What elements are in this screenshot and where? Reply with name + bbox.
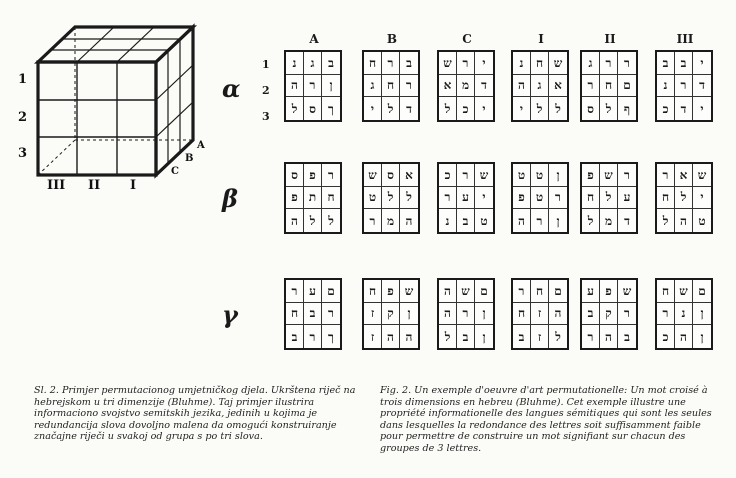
letter-cell: ם bbox=[549, 280, 567, 303]
letter-grid-gamma-5 bbox=[580, 278, 638, 350]
letter-grid-alpha-3 bbox=[437, 50, 495, 122]
letter-grid-beta-5 bbox=[580, 162, 638, 234]
letter-cell: ח bbox=[582, 187, 600, 210]
letter-cell: ר bbox=[657, 164, 675, 187]
letter-grid-gamma-6 bbox=[655, 278, 713, 350]
letter-cell: י bbox=[513, 97, 531, 120]
letter-cell: ס bbox=[382, 164, 400, 187]
col-header-b: B bbox=[386, 32, 398, 46]
letter-cell: ח bbox=[322, 187, 340, 210]
letter-cell: ש bbox=[600, 164, 618, 187]
letter-cell: א bbox=[400, 164, 418, 187]
letter-cell: ר bbox=[618, 52, 636, 75]
letter-cell: ך bbox=[328, 101, 334, 116]
letter-grid-alpha-2 bbox=[362, 50, 420, 122]
letter-cell: נ bbox=[513, 52, 531, 75]
letter-cell: ד bbox=[675, 97, 693, 120]
letter-cell: ד bbox=[475, 75, 493, 98]
cube-row-label-1: 1 bbox=[18, 72, 28, 87]
letter-cell: פ bbox=[304, 164, 322, 187]
letter-cell: ר bbox=[582, 75, 600, 98]
letter-cell: ט bbox=[364, 187, 382, 210]
letter-cell: ל bbox=[439, 325, 457, 348]
letter-cell: ב bbox=[513, 325, 531, 348]
letter-grid-beta-2 bbox=[362, 162, 420, 234]
row-label-2: 2 bbox=[262, 84, 270, 97]
cube-col-label-i: I bbox=[130, 178, 137, 193]
letter-cell: י bbox=[482, 101, 486, 116]
cube-col-label-ii: II bbox=[88, 178, 101, 193]
letter-cell: ד bbox=[624, 213, 630, 228]
letter-cell: ט bbox=[513, 164, 531, 187]
letter-cell: ה bbox=[286, 209, 304, 232]
letter-cell: ז bbox=[364, 325, 382, 348]
letter-cell: כ bbox=[439, 164, 457, 187]
letter-cell: ר bbox=[322, 303, 340, 326]
letter-cell: ב bbox=[657, 52, 675, 75]
letter-cell: ת bbox=[304, 187, 322, 210]
letter-cell: ר bbox=[531, 209, 549, 232]
letter-cell: ר bbox=[513, 280, 531, 303]
letter-grid-beta-3 bbox=[437, 162, 495, 234]
letter-cell: ה bbox=[675, 209, 693, 232]
letter-cell: מ bbox=[600, 209, 618, 232]
letter-cell: נ bbox=[675, 303, 693, 326]
letter-cell: כ bbox=[657, 325, 675, 348]
row-label-3: 3 bbox=[262, 110, 270, 123]
letter-cell: ל bbox=[531, 97, 549, 120]
letter-cell: כ bbox=[457, 97, 475, 120]
letter-cell: ה bbox=[600, 325, 618, 348]
letter-cell: ש bbox=[364, 164, 382, 187]
letter-cell: י bbox=[475, 187, 493, 210]
col-header-a: A bbox=[309, 32, 319, 46]
letter-cell: ה bbox=[675, 325, 693, 348]
letter-cell: ל bbox=[555, 101, 561, 116]
letter-cell: י bbox=[700, 101, 704, 116]
letter-cell: ם bbox=[322, 280, 340, 303]
letter-cell: נ bbox=[439, 209, 457, 232]
letter-cell: ר bbox=[618, 164, 636, 187]
letter-cell: ח bbox=[286, 303, 304, 326]
letter-cell: ח bbox=[531, 280, 549, 303]
cube-row-label-3: 3 bbox=[18, 146, 28, 161]
letter-cell: ב bbox=[457, 209, 475, 232]
letter-cell: ר bbox=[457, 303, 475, 326]
letter-cell: ש bbox=[475, 164, 493, 187]
cube-row-label-2: 2 bbox=[18, 110, 28, 125]
col-header-c: C bbox=[462, 32, 472, 46]
letter-cell: ם bbox=[618, 75, 636, 98]
cube-col-label-iii: III bbox=[47, 178, 66, 193]
letter-cell: פ bbox=[286, 187, 304, 210]
letter-cell: ן bbox=[482, 329, 486, 344]
letter-cell: ש bbox=[457, 280, 475, 303]
letter-cell: פ bbox=[382, 280, 400, 303]
letter-cell: ל bbox=[600, 97, 618, 120]
letter-cell: ג bbox=[531, 75, 549, 98]
letter-cell: ר bbox=[400, 75, 418, 98]
letter-cell: ר bbox=[286, 280, 304, 303]
letter-cell: ל bbox=[382, 97, 400, 120]
letter-cell: ס bbox=[286, 164, 304, 187]
cube-diagram bbox=[0, 0, 215, 200]
letter-cell: ס bbox=[304, 97, 322, 120]
letter-cell: ח bbox=[600, 75, 618, 98]
letter-cell: ל bbox=[600, 187, 618, 210]
letter-cell: ר bbox=[457, 52, 475, 75]
letter-cell: ג bbox=[304, 52, 322, 75]
caption-french: Fig. 2. Un exemple d'oeuvre d'art permutationelle: Un mot croisé à trois dimensions en hebreu (Bluhme). Cet exemple illustre une propriété informationelle des langues sémitiques qui sont les seules dans lesquelles la redondance des lettres soit suffisamment faible pour permettre de construire un mot signifiant sur chacun des groupes de 3 lettres. bbox=[380, 385, 712, 454]
letter-cell: ה bbox=[513, 209, 531, 232]
letter-cell: ל bbox=[382, 187, 400, 210]
letter-cell: ל bbox=[582, 209, 600, 232]
letter-cell: ן bbox=[400, 303, 418, 326]
letter-cell: ב bbox=[675, 52, 693, 75]
greek-label-gamma: γ bbox=[222, 300, 238, 329]
letter-grid-beta-6 bbox=[655, 162, 713, 234]
letter-cell: ח bbox=[364, 52, 382, 75]
letter-cell: ה bbox=[405, 213, 413, 228]
letter-cell: ע bbox=[582, 280, 600, 303]
letter-cell: ר bbox=[600, 52, 618, 75]
letter-grid-alpha-1 bbox=[284, 50, 342, 122]
letter-cell: ט bbox=[480, 213, 488, 228]
letter-cell: ש bbox=[675, 280, 693, 303]
letter-cell: ן bbox=[322, 75, 340, 98]
letter-cell: ה bbox=[405, 329, 413, 344]
letter-cell: י bbox=[475, 52, 493, 75]
letter-cell: ר bbox=[582, 325, 600, 348]
letter-cell: ה bbox=[439, 280, 457, 303]
letter-cell: ן bbox=[549, 164, 567, 187]
letter-cell: א bbox=[549, 75, 567, 98]
letter-cell: ש bbox=[400, 280, 418, 303]
letter-cell: ג bbox=[364, 75, 382, 98]
letter-cell: ט bbox=[698, 213, 706, 228]
letter-grid-gamma-4 bbox=[511, 278, 569, 350]
letter-grid-gamma-2 bbox=[362, 278, 420, 350]
letter-cell: ב bbox=[322, 52, 340, 75]
cube-depth-label-a: A bbox=[197, 140, 205, 151]
letter-cell: ש bbox=[439, 52, 457, 75]
letter-cell: ש bbox=[693, 164, 711, 187]
letter-cell: א bbox=[439, 75, 457, 98]
letter-cell: כ bbox=[657, 97, 675, 120]
letter-cell: ר bbox=[457, 164, 475, 187]
letter-cell: ב bbox=[286, 325, 304, 348]
letter-cell: י bbox=[693, 52, 711, 75]
col-header-ii: II bbox=[604, 32, 616, 46]
letter-cell: מ bbox=[457, 75, 475, 98]
letter-cell: ה bbox=[286, 75, 304, 98]
letter-cell: ה bbox=[549, 303, 567, 326]
letter-cell: ז bbox=[531, 303, 549, 326]
letter-cell: ר bbox=[304, 325, 322, 348]
letter-cell: ח bbox=[657, 280, 675, 303]
letter-cell: ז bbox=[531, 325, 549, 348]
letter-cell: נ bbox=[657, 75, 675, 98]
letter-cell: מ bbox=[382, 209, 400, 232]
cube-depth-label-b: B bbox=[185, 153, 194, 164]
letter-cell: ב bbox=[400, 52, 418, 75]
letter-cell: ן bbox=[693, 303, 711, 326]
letter-cell: ד bbox=[406, 101, 412, 116]
letter-cell: ר bbox=[439, 187, 457, 210]
letter-cell: ם bbox=[475, 280, 493, 303]
letter-cell: ח bbox=[531, 52, 549, 75]
letter-grid-beta-1 bbox=[284, 162, 342, 234]
letter-cell: ר bbox=[364, 209, 382, 232]
letter-cell: ל bbox=[657, 209, 675, 232]
letter-cell: ר bbox=[675, 75, 693, 98]
letter-cell: ח bbox=[513, 303, 531, 326]
letter-cell: ל bbox=[439, 97, 457, 120]
letter-cell: ן bbox=[700, 329, 704, 344]
letter-cell: ע bbox=[618, 187, 636, 210]
letter-cell: ע bbox=[457, 187, 475, 210]
letter-cell: ט bbox=[531, 164, 549, 187]
letter-cell: ל bbox=[400, 187, 418, 210]
letter-cell: ב bbox=[624, 329, 630, 344]
letter-cell: פ bbox=[582, 164, 600, 187]
letter-cell: ר bbox=[322, 164, 340, 187]
letter-cell: ע bbox=[304, 280, 322, 303]
letter-cell: ס bbox=[582, 97, 600, 120]
letter-cell: ק bbox=[600, 303, 618, 326]
letter-cell: י bbox=[693, 187, 711, 210]
letter-grid-alpha-4 bbox=[511, 50, 569, 122]
caption-croatian: Sl. 2. Primjer permutacionog umjetničkog djela. Ukrštena riječ na hebrejskom u tri dimenzije (Bluhme). Taj primjer ilustrira informaciono svojstvo semitskih jezika, jedinih u kojima je redundancija slova dovoljno malena da omogući konstruiranje značajne riječi u svakoj od grupa s po tri slova. bbox=[34, 385, 356, 443]
letter-grid-beta-4 bbox=[511, 162, 569, 234]
letter-cell: ך bbox=[328, 329, 334, 344]
letter-cell: ב bbox=[304, 303, 322, 326]
greek-label-alpha: α bbox=[222, 74, 241, 103]
col-header-i: I bbox=[538, 32, 544, 46]
letter-cell: פ bbox=[600, 280, 618, 303]
letter-cell: ה bbox=[382, 325, 400, 348]
letter-cell: ל bbox=[286, 97, 304, 120]
letter-cell: ל bbox=[304, 209, 322, 232]
letter-cell: ר bbox=[657, 303, 675, 326]
row-label-1: 1 bbox=[262, 58, 270, 71]
letter-cell: ש bbox=[549, 52, 567, 75]
letter-cell: ן bbox=[475, 303, 493, 326]
letter-cell: ר bbox=[304, 75, 322, 98]
letter-cell: ב bbox=[582, 303, 600, 326]
letter-cell: ה bbox=[439, 303, 457, 326]
letter-cell: פ bbox=[513, 187, 531, 210]
letter-cell: ל bbox=[328, 213, 334, 228]
letter-cell: ל bbox=[675, 187, 693, 210]
letter-cell: ר bbox=[618, 303, 636, 326]
letter-cell: ט bbox=[531, 187, 549, 210]
letter-cell: ח bbox=[364, 280, 382, 303]
letter-cell: ר bbox=[549, 187, 567, 210]
letter-grid-alpha-5 bbox=[580, 50, 638, 122]
letter-cell: נ bbox=[286, 52, 304, 75]
letter-cell: ק bbox=[382, 303, 400, 326]
cube-depth-label-c: C bbox=[171, 166, 179, 177]
letter-cell: ד bbox=[693, 75, 711, 98]
letter-cell: ר bbox=[382, 52, 400, 75]
letter-cell: ה bbox=[513, 75, 531, 98]
letter-grid-gamma-1 bbox=[284, 278, 342, 350]
letter-cell: ח bbox=[382, 75, 400, 98]
letter-cell: ן bbox=[556, 213, 560, 228]
col-header-iii: III bbox=[676, 32, 694, 46]
letter-cell: ל bbox=[555, 329, 561, 344]
letter-grid-gamma-3 bbox=[437, 278, 495, 350]
letter-cell: ם bbox=[693, 280, 711, 303]
letter-cell: ב bbox=[457, 325, 475, 348]
letter-cell: ש bbox=[618, 280, 636, 303]
letter-cell: ג bbox=[582, 52, 600, 75]
letter-grid-alpha-6 bbox=[655, 50, 713, 122]
letter-cell: י bbox=[364, 97, 382, 120]
cube-top-face bbox=[38, 27, 193, 62]
letter-cell: ף bbox=[623, 101, 631, 116]
letter-cell: ז bbox=[364, 303, 382, 326]
greek-label-beta: β bbox=[222, 184, 238, 213]
letter-cell: א bbox=[675, 164, 693, 187]
letter-cell: ח bbox=[657, 187, 675, 210]
